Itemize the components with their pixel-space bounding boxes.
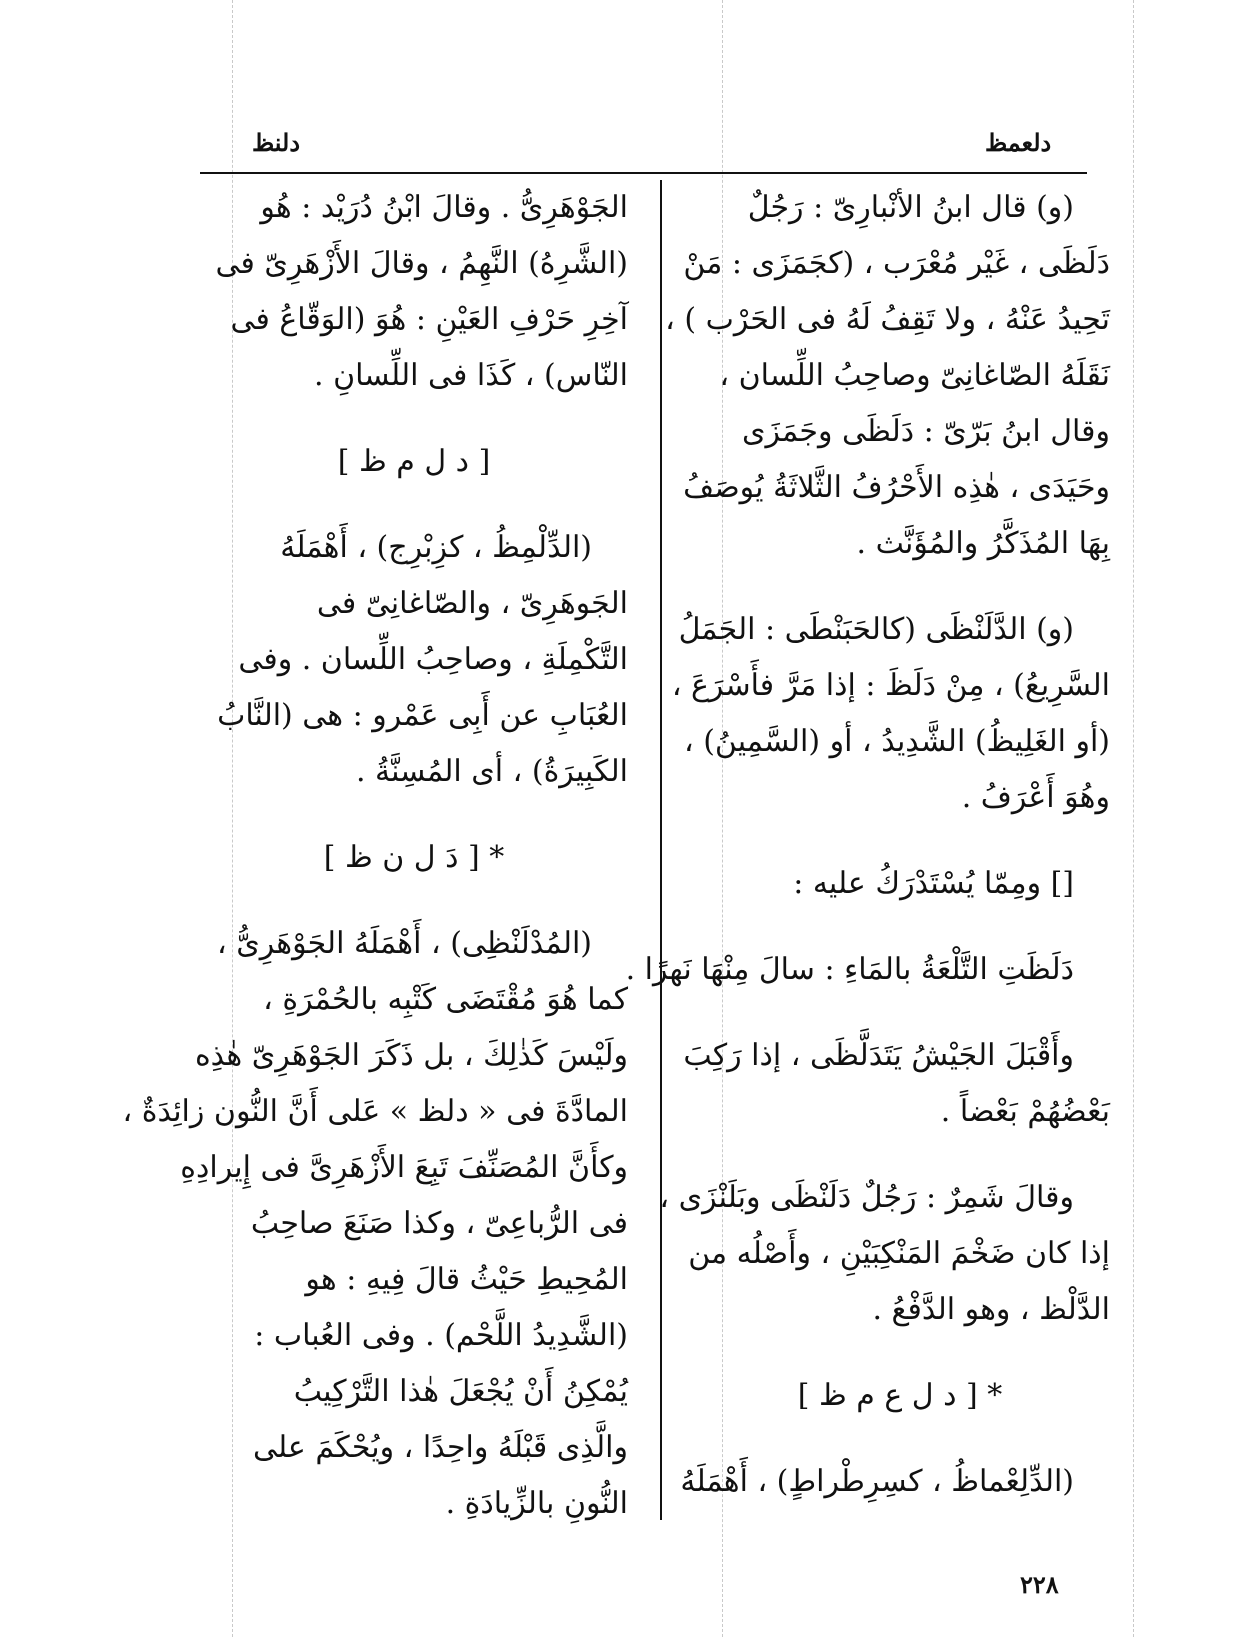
paragraph-gap [690,998,1110,1028]
text-line: آخِرِ حَرْفِ العَيْنِ : هُوَ (الوَقّاعُ فى [230,302,628,337]
entry-heading: * [ د ل ع م ظ ] [797,1378,1003,1413]
text-line: وكأَنَّ المُصَنِّفَ تَبِعَ الأَزْهَرِىَّ فى إِيرادِهِ [180,1150,628,1185]
text-line: المُحِيطِ حَيْثُ قالَ فِيهِ : هو [305,1262,628,1297]
running-head-left: دلنظ [252,128,301,157]
text-line: والَّذِى قَبْلَهُ واحِدًا ، ويُحْكَمَ على [253,1430,628,1465]
text-line: ولَيْسَ كَذٰلِكَ ، بل ذَكَرَ الجَوْهَرِىّ هٰذِه [194,1038,628,1073]
text-line: (الشَّرِهُ) النَّهِمُ ، وقالَ الأَزْهَرِىّ فى [215,246,628,281]
running-head-right: دلعمظ [985,128,1052,157]
text-line: (و) الدَّلَنْظَى (كالحَبَنْطَى : الجَمَلُ [678,612,1074,647]
paragraph-gap [690,826,1110,856]
paragraph-gap [200,490,628,520]
text-line: كما هُوَ مُقْتَضَى كَتْبِه بالحُمْرَةِ ، [263,982,628,1017]
text-line: النُّونِ بالزِّيادَةِ . [445,1486,628,1521]
entry-heading: * [ دَ ل ن ظ ] [323,840,505,875]
text-line: [] ومِمّا يُسْتَدْرَكُ عليه : [793,866,1074,901]
text-line: إذا كان ضَخْمَ المَنْكِبَيْنِ ، وأَصْلُه من [688,1236,1110,1271]
text-line: الجَوْهَرِىُّ . وقالَ ابْنُ دُرَيْد : هُو [260,190,628,225]
text-line: العُبَابِ عن أَبِى عَمْرو : هى (النَّابُ [217,698,628,733]
page-number: ٢٢٨ [1020,1570,1059,1599]
text-line: بَعْضُهُمْ بَعْضاً . [940,1094,1110,1129]
text-line: (المُدْلَنْظِى) ، أَهْمَلَهُ الجَوْهَرِىُّ ، [217,926,592,961]
text-line: يُمْكِنُ أَنْ يُجْعَلَ هٰذا التَّرْكِيبُ [293,1374,628,1409]
paragraph-gap [200,800,628,830]
text-line: التَّكْمِلَةِ ، وصاحِبُ اللِّسان . وفى [238,642,628,677]
text-line: النّاس) ، كَذَا فى اللِّسانِ . [314,358,628,393]
header-rule [200,172,1087,174]
text-line: الكَبِيرَةُ) ، أى المُسِنَّةُ . [355,754,628,789]
text-line: وهُوَ أَعْرَفُ . [961,780,1110,815]
text-line: نَقَلَهُ الصّاغانِىّ وصاحِبُ اللِّسان ، [719,358,1110,393]
text-line: (الدِّلْمِظُ ، كزِبْرِج) ، أَهْمَلَهُ [280,530,592,565]
text-line: وقال ابنُ بَرّىّ : دَلَظَى وجَمَزَى [742,414,1110,449]
column-divider [660,180,662,1520]
paragraph-gap [690,572,1110,602]
text-line: السَّرِيعُ) ، مِنْ دَلَظَ : إذا مَرَّ فأَسْرَعَ ، [671,668,1110,703]
text-line: وقالَ شَمِرٌ : رَجُلٌ دَلَنْظَى وبَلَنْزَى ، [659,1180,1074,1215]
text-line: (الدِّلِعْماظُ ، كسِرِطْراطٍ) ، أَهْمَلَهُ [680,1464,1074,1499]
left-column [122,180,628,1532]
text-line: المادَّةَ فى « دلظ » عَلى أَنَّ النُّون زائِدَةٌ ، [122,1094,628,1129]
text-line: تَحِيدُ عَنْهُ ، ولا تَقِفُ لَهُ فى الحَرْب ) ، [665,302,1110,337]
right-column [625,180,1110,1510]
text-line: (أو الغَلِيظُ) الشَّدِيدُ ، أو (السَّمِينُ) ، [683,724,1110,759]
paragraph-gap [690,1140,1110,1170]
paragraph-gap [690,912,1110,942]
text-line: (الشَّدِيدُ اللَّحْم) . وفى العُباب : [254,1318,628,1353]
paragraph-gap [200,404,628,434]
text-line: وأَقْبَلَ الجَيْشُ يَتَدَلَّظَى ، إذا رَكِبَ [683,1038,1074,1073]
text-line: بِهَا المُذَكَّرُ والمُؤَنَّث . [856,526,1110,561]
entry-heading: [ د ل م ظ ] [337,444,491,479]
text-line: دَلَظَتِ التَّلْعَةُ بالمَاءِ : سالَ مِنْهَا نَهرًا . [625,952,1074,987]
text-line: دَلَظَى ، غَيْر مُعْرَب ، (كجَمَزَى : مَنْ [683,246,1110,281]
paragraph-gap [690,1338,1110,1368]
text-line: وحَيَدَى ، هٰذِه الأَحْرُفُ الثَّلاثَةُ يُوصَفُ [683,470,1110,505]
paragraph-gap [200,886,628,916]
text-line: فى الرُّباعِىّ ، وكذا صَنَعَ صاحِبُ [250,1206,628,1241]
text-line: الدَّلْظ ، وهو الدَّفْعُ . [872,1292,1110,1327]
text-line: الجَوهَرِىّ ، والصّاغانِىّ فى [316,586,628,621]
text-line: (و) قال ابنُ الأنْبارِىّ : رَجُلٌ [747,190,1074,225]
paragraph-gap [690,1424,1110,1454]
scan-fold-line-right [1133,0,1134,1637]
